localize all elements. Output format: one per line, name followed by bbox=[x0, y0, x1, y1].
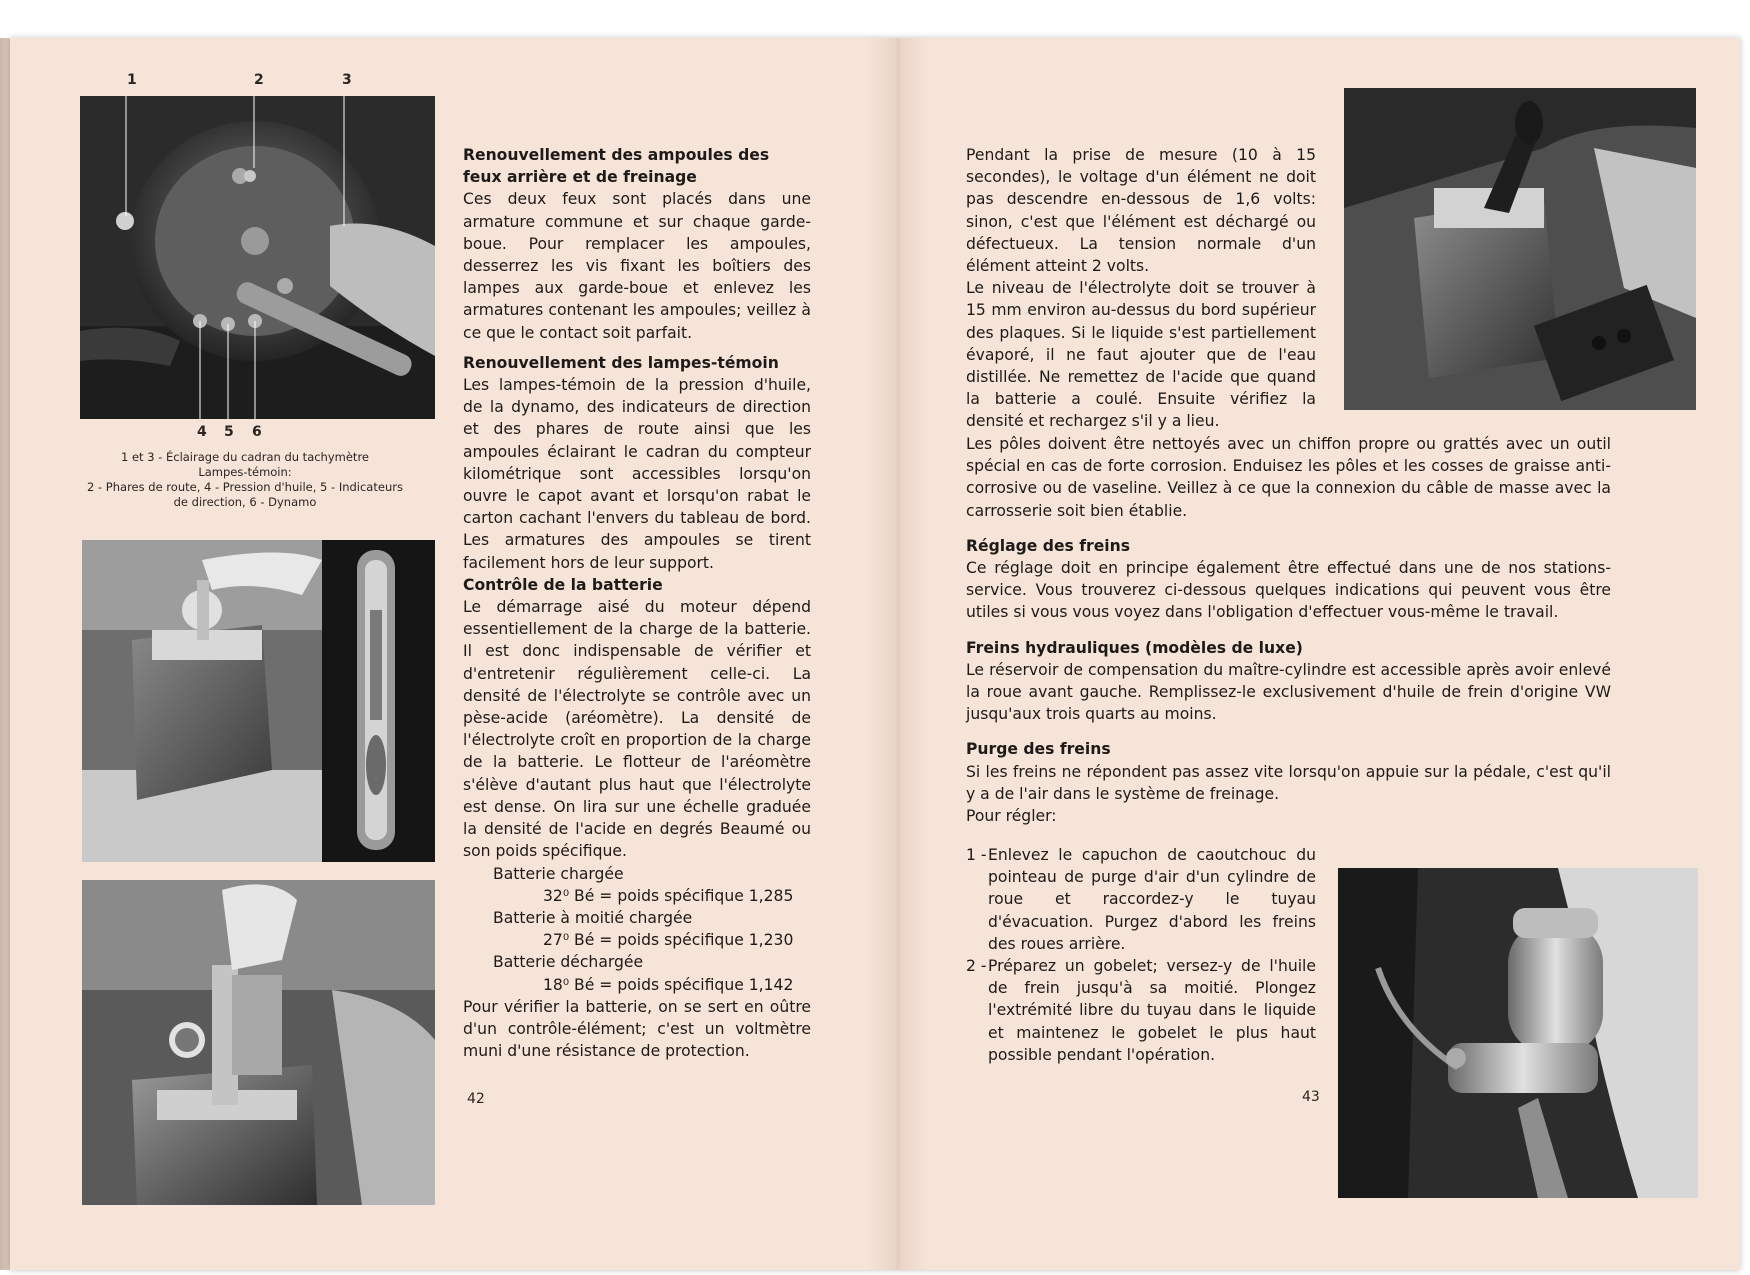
step-text: Enlevez le capuchon de caoutchouc du pointeau de purge d'air d'un cylindre de roue et raccordez-y le tuyau d'évacuation. Purgez d'abord les freins des roues arrière. bbox=[988, 846, 1316, 953]
callout-label: 3 bbox=[342, 72, 352, 88]
caption-line: 1 et 3 - Éclairage du cadran du tachymètre bbox=[120, 450, 369, 464]
speedometer-photo bbox=[80, 96, 435, 419]
section-heading: Réglage des freins bbox=[966, 536, 1131, 555]
caption-line: Lampes-témoin: bbox=[198, 465, 292, 479]
right-text-full bbox=[966, 433, 1611, 827]
section-body: Le réservoir de compensation du maître-cylindre est accessible après avoir enlevé la roue avant gauche. Remplissez-le exclusivement d'huile de frein d'origine VW jusqu'aux trois quarts au moins. bbox=[966, 660, 1611, 724]
hydrometer-photo bbox=[82, 540, 435, 862]
purge-steps bbox=[966, 844, 1316, 1066]
closing-paragraph: Pour vérifier la batterie, on se sert en oûtre d'un contrôle-élément; c'est un voltmètre muni d'une résistance de protection. bbox=[463, 997, 811, 1061]
electrolyte-paragraph: Le niveau de l'électrolyte doit se trouver à 15 mm environ au-dessus du bord supérieur des plaques. Si le liquide s'est partiellement évaporé, il ne faut ajouter que de l'eau distillée. Ne remettez de l'acide que quand la batterie a coulé. Ensuite vérifiez la densité et rechargez s'il y a lieu. bbox=[966, 279, 1316, 431]
purge-label: Pour régler: bbox=[966, 807, 1057, 826]
master-cylinder-photo bbox=[1338, 868, 1698, 1198]
section-heading: Renouvellement des ampoules des feux arrière et de freinage bbox=[463, 146, 770, 187]
battery-state: Batterie chargée bbox=[493, 864, 624, 883]
section-heading: Contrôle de la batterie bbox=[463, 575, 663, 594]
section-heading: Freins hydrauliques (modèles de luxe) bbox=[966, 638, 1303, 657]
caption-line: de direction, 6 - Dynamo bbox=[173, 495, 317, 509]
caption-line: 2 - Phares de route, 4 - Pression d'huile, 5 - Indicateurs bbox=[87, 480, 403, 494]
callout-label: 4 bbox=[197, 424, 207, 440]
step-text: Préparez un gobelet; versez-y de l'huile de frein jusqu'à sa moitié. Plongez l'extrémité libre du tuyau dans le liquide et maintenez le gobelet le plus haut possible pendant l'opération. bbox=[988, 957, 1316, 1064]
figure-caption bbox=[80, 450, 410, 510]
battery-compartment-photo bbox=[1344, 88, 1696, 410]
list-item bbox=[966, 844, 1316, 955]
section-heading: Purge des freins bbox=[966, 740, 1111, 759]
section-body: Les lampes-témoin de la pression d'huile, de la dynamo, des indicateurs de direction et des phares de route ainsi que les ampoules éclairant le cadran du compteur kilométrique sont accessibles lorsqu'on ouvre le capot avant et lorsqu'on rabat le carton cachant l'envers du tableau de bord. Les armatures des ampoules se tirent facilement hors de leur support. bbox=[463, 376, 811, 572]
section-heading: Renouvellement des lampes-témoin bbox=[463, 353, 779, 372]
callout-label: 1 bbox=[127, 72, 137, 88]
section-body: Si les freins ne répondent pas assez vite lorsqu'on appuie sur la pédale, c'est qu'il y a de l'air dans le système de freinage. bbox=[966, 762, 1611, 803]
list-item bbox=[966, 955, 1316, 1066]
left-text-column bbox=[463, 144, 811, 1062]
step-number: 1 - bbox=[966, 846, 987, 864]
book-spine bbox=[868, 38, 928, 1270]
cell-tester-photo bbox=[82, 880, 435, 1205]
callout-label: 5 bbox=[224, 424, 234, 440]
section-body: Ce réglage doit en principe également être effectué dans une de nos stations-service. Vous trouverez ci-dessous quelques indications qui peuvent vous être utiles si vous vous voyez dans l'obligation d'effectuer vous-même le travail. bbox=[966, 559, 1611, 622]
callout-label: 6 bbox=[252, 424, 262, 440]
step-number: 2 - bbox=[966, 957, 987, 976]
section-body: Ces deux feux sont placés dans une armature commune et sur chaque garde-boue. Pour remplacer les ampoules, desserrez les vis fixant les boîtiers des lampes aux garde-boue et enlevez les armatures contenant les ampoules; veillez à ce que le contact soit parfait. bbox=[463, 190, 811, 342]
battery-state: Batterie à moitié chargée bbox=[493, 908, 693, 927]
intro-paragraph: Pendant la prise de mesure (10 à 15 secondes), le voltage d'un élément ne doit pas descendre en-dessous de 1,6 volts: sinon, c'est que l'élément est déchargé ou défectueux. La tension normale d'un élément atteint 2 volts. bbox=[966, 146, 1316, 276]
page-number: 42 bbox=[467, 1091, 485, 1107]
poles-paragraph: Les pôles doivent être nettoyés avec un chiffon propre ou grattés avec un outil spécial en cas de forte corrosion. Enduisez les pôles et les cosses de graisse anti-corrosive ou de vaseline. Veillez à ce que la connexion du câble de masse avec la carrosserie soit bien établie. bbox=[966, 435, 1611, 520]
callout-label: 2 bbox=[254, 72, 264, 88]
right-text-upper bbox=[966, 144, 1316, 433]
battery-value: 27⁰ Bé = poids spécifique 1,230 bbox=[543, 931, 794, 950]
battery-state: Batterie déchargée bbox=[493, 953, 644, 972]
section-body: Le démarrage aisé du moteur dépend essentiellement de la charge de la batterie. Il est donc indispensable de vérifier et d'entretenir régulièrement celle-ci. La densité de l'électrolyte se contrôle avec un pèse-acide (aréomètre). La densité de l'électrolyte croît en proportion de la charge de la batterie. Le flotteur de l'aréomètre s'élève d'autant plus haut que l'électrolyte est dense. On lira sur une échelle graduée la densité de l'acide en degrés Beaumé ou son poids spécifique. bbox=[463, 598, 811, 861]
battery-value: 18⁰ Bé = poids spécifique 1,142 bbox=[543, 975, 794, 994]
page-number: 43 bbox=[1302, 1089, 1320, 1105]
battery-value: 32⁰ Bé = poids spécifique 1,285 bbox=[543, 886, 794, 905]
